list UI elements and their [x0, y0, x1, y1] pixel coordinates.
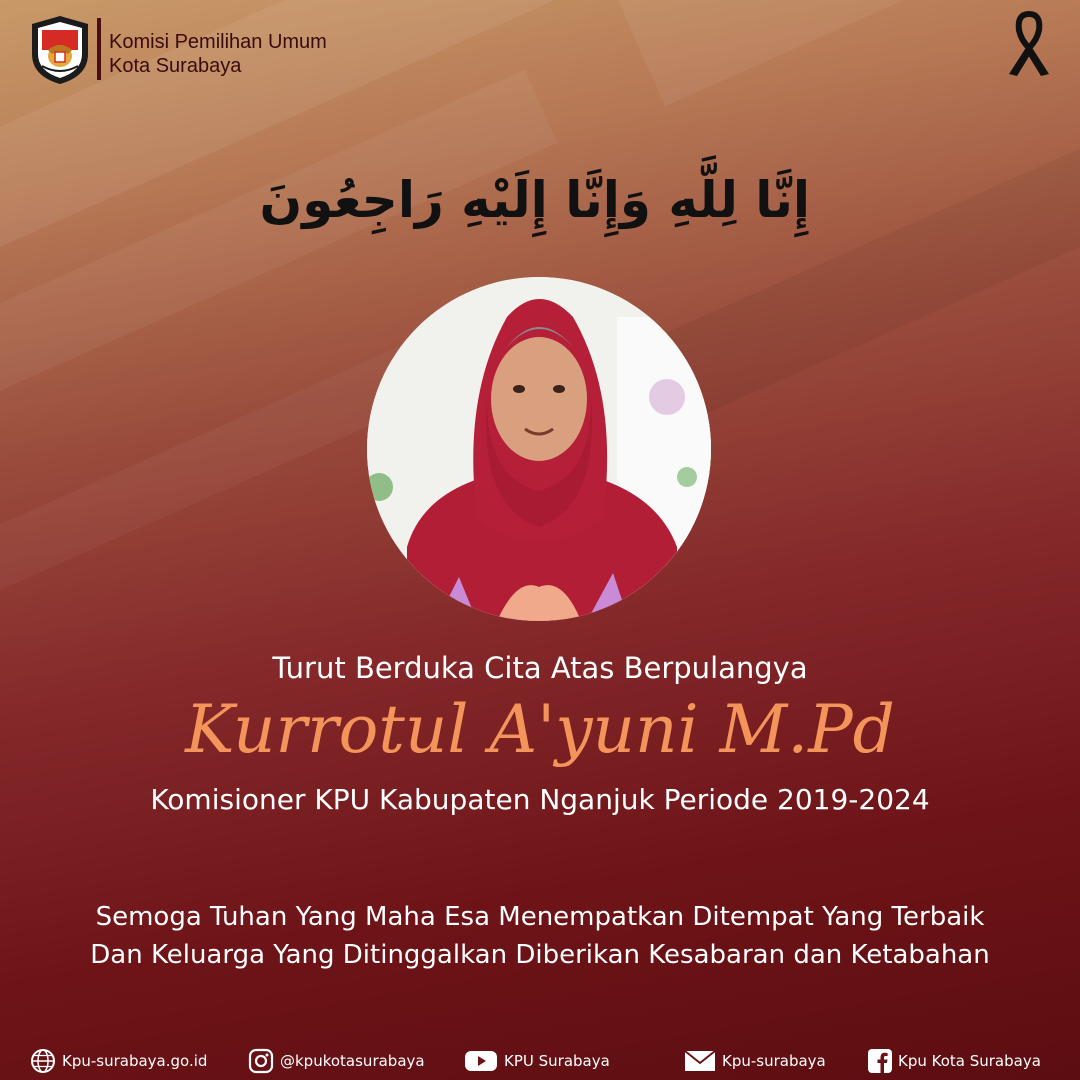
footer-facebook[interactable] [868, 1044, 1041, 1078]
facebook-label: Kpu Kota Surabaya [898, 1052, 1041, 1070]
organization-name [109, 30, 327, 78]
mourning-ribbon-icon [1003, 10, 1055, 78]
footer-website[interactable] [30, 1044, 207, 1078]
website-label: Kpu-surabaya.go.id [62, 1052, 208, 1070]
footer-youtube[interactable] [464, 1044, 610, 1078]
arabic-calligraphy: إِنَّا لِلَّهِ وَإِنَّا إِلَيْهِ رَاجِعُونَ [259, 171, 810, 229]
footer-email[interactable] [684, 1044, 826, 1078]
globe-icon [30, 1048, 56, 1074]
deceased-name: Kurrotul A'yuni M.Pd [185, 691, 895, 768]
prayer-text [0, 898, 1080, 974]
org-line-2: Kota Surabaya [109, 55, 242, 77]
facebook-icon [868, 1049, 892, 1073]
portrait-photo [367, 277, 711, 621]
instagram-label: @kpukotasurabaya [280, 1052, 425, 1070]
email-icon [684, 1049, 716, 1073]
deceased-role: Komisioner KPU Kabupaten Nganjuk Periode 2019-2024 [150, 783, 930, 816]
youtube-icon [464, 1048, 498, 1074]
youtube-label: KPU Surabaya [504, 1052, 610, 1070]
prayer-line-1: Semoga Tuhan Yang Maha Esa Menempatkan Ditempat Yang Terbaik [95, 902, 985, 932]
portrait-illustration [367, 277, 711, 621]
footer-instagram[interactable] [248, 1044, 425, 1078]
condolence-heading: Turut Berduka Cita Atas Berpulangya [272, 651, 808, 685]
email-label: Kpu-surabaya [722, 1052, 826, 1070]
prayer-line-2: Dan Keluarga Yang Ditinggalkan Diberikan Kesabaran dan Ketabahan [90, 940, 990, 970]
instagram-icon [248, 1048, 274, 1074]
kpu-garuda-logo-icon [28, 14, 92, 86]
header-divider [97, 18, 101, 80]
org-line-1: Komisi Pemilihan Umum [109, 31, 327, 53]
